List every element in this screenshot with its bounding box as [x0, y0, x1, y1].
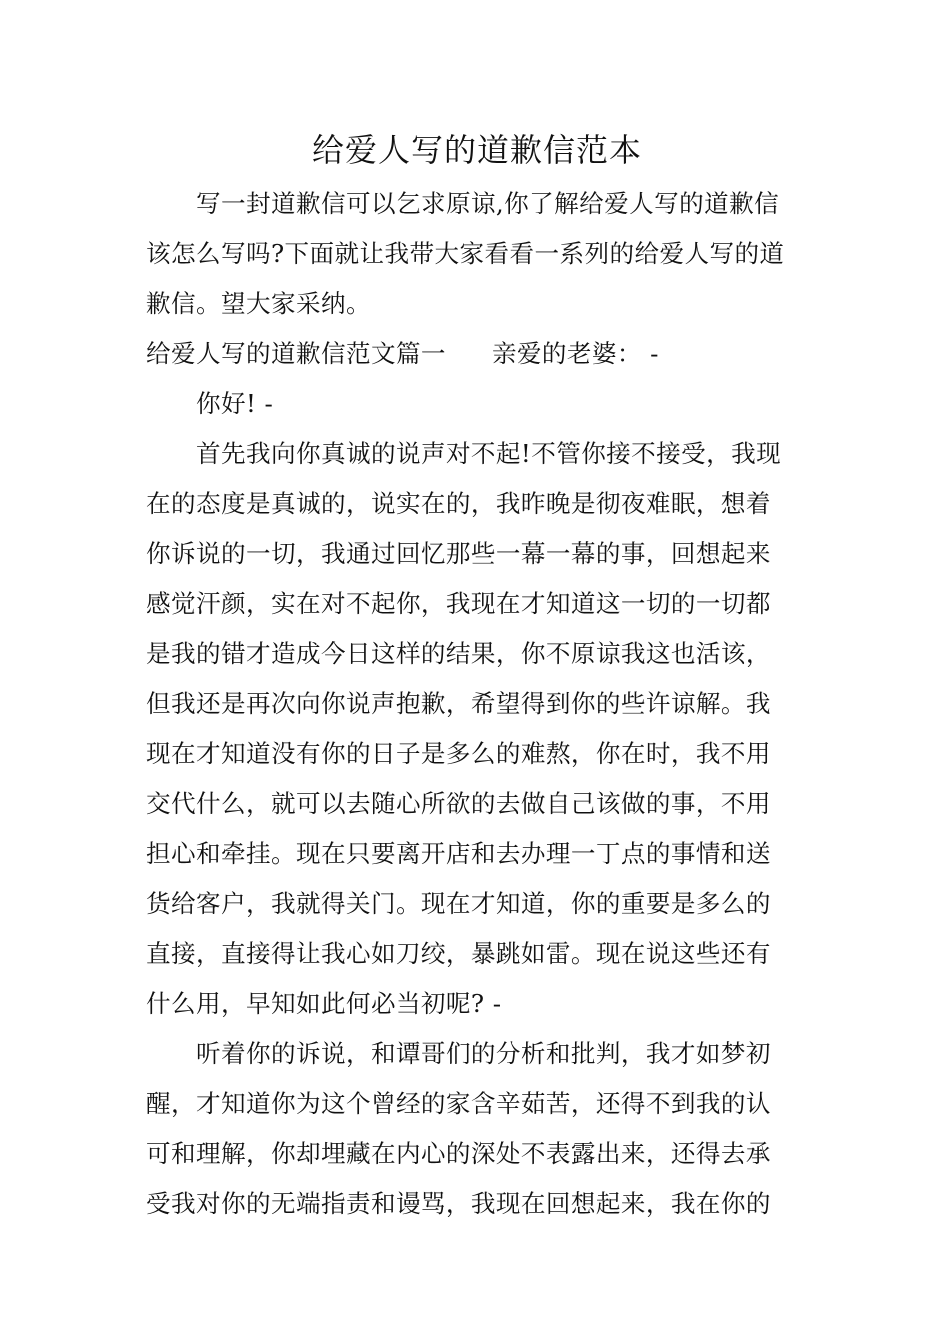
text-line: 醒，才知道你为这个曾经的家含辛茹苦，还得不到我的认	[146, 1089, 771, 1118]
body-paragraph-2	[146, 1029, 808, 1229]
text-line: 首先我向你真诚的说声对不起!不管你接不接受，我现	[196, 439, 782, 468]
greeting: 你好! -	[196, 389, 274, 418]
text-line: 货给客户，我就得关门。现在才知道，你的重要是多么的	[146, 889, 771, 918]
body-paragraph-1	[146, 429, 808, 1029]
text-line: 写一封道歉信可以乞求原谅,你了解给爱人写的道歉信	[196, 189, 780, 218]
text-line: 受我对你的无端指责和谩骂，我现在回想起来，我在你的	[146, 1189, 771, 1218]
text-line: 担心和牵挂。现在只要离开店和去办理一丁点的事情和送	[146, 839, 771, 868]
text-line: 现在才知道没有你的日子是多么的难熬，你在时，我不用	[146, 739, 771, 768]
text-line: 交代什么，就可以去随心所欲的去做自己该做的事，不用	[146, 789, 771, 818]
text-line: 是我的错才造成今日这样的结果，你不原谅我这也活该，	[146, 639, 771, 668]
text-line: 直接，直接得让我心如刀绞，暴跳如雷。现在说这些还有	[146, 939, 771, 968]
text-line: 歉信。望大家采纳。	[146, 289, 371, 318]
text-line: 感觉汗颜，实在对不起你，我现在才知道这一切的一切都	[146, 589, 771, 618]
section-title: 给爱人写的道歉信范文篇一	[146, 339, 446, 368]
text-line: 你诉说的一切，我通过回忆那些一幕一幕的事，回想起来	[146, 539, 771, 568]
text-line: 什么用，早知如此何必当初呢? -	[146, 989, 502, 1018]
document-page	[146, 122, 808, 1229]
section-heading	[146, 329, 808, 379]
text-line: 可和理解，你却埋藏在内心的深处不表露出来，还得去承	[146, 1139, 771, 1168]
text-line: 在的态度是真诚的，说实在的，我昨晚是彻夜难眠，想着	[146, 489, 771, 518]
intro-paragraph	[146, 179, 808, 329]
document-title: 给爱人写的道歉信范本	[311, 131, 642, 169]
text-line: 听着你的诉说，和谭哥们的分析和批判，我才如梦初	[196, 1039, 771, 1068]
salutation: 亲爱的老婆： -	[491, 339, 659, 368]
text-line: 该怎么写吗?下面就让我带大家看看一系列的给爱人写的道	[146, 239, 785, 268]
text-line: 但我还是再次向你说声抱歉，希望得到你的些许谅解。我	[146, 689, 771, 718]
